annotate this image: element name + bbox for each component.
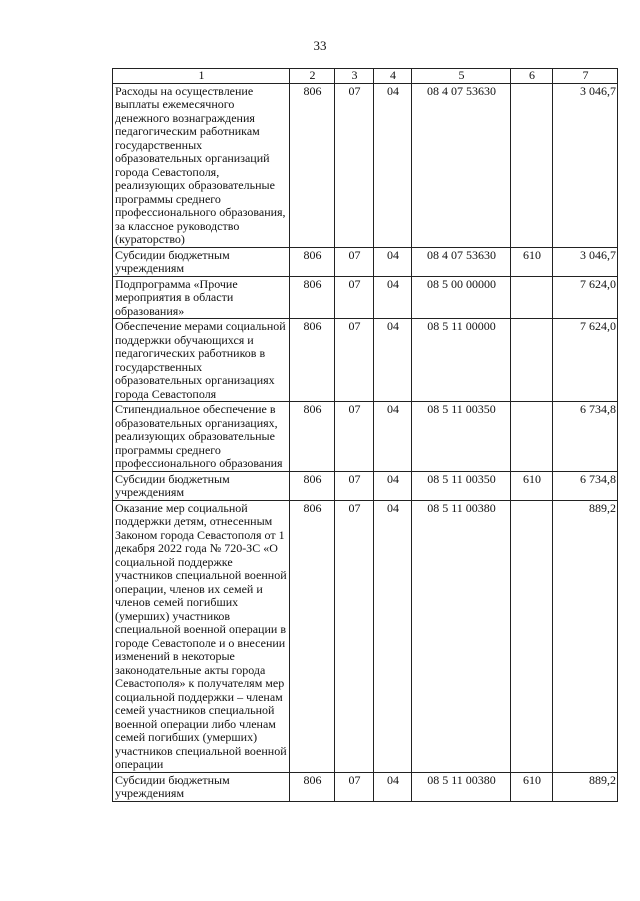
table-row (113, 402, 618, 472)
section-code-cell: 07 (335, 500, 374, 772)
section-code-cell: 07 (335, 276, 374, 319)
expense-name-cell: Субсидии бюджетным учреждениям (113, 471, 290, 500)
ministry-code-cell: 806 (290, 276, 335, 319)
expense-name-cell: Субсидии бюджетным учреждениям (113, 247, 290, 276)
subsection-code-cell: 04 (374, 500, 412, 772)
expense-type-cell (511, 276, 553, 319)
section-code-cell: 07 (335, 772, 374, 801)
expense-name-cell: Обеспечение мерами социальной поддержки обучающихся и педагогических работников в государственных образовательных организациях города Севастополя (113, 319, 290, 402)
column-header: 1 (113, 69, 290, 84)
expense-type-cell (511, 83, 553, 247)
target-article-cell: 08 4 07 53630 (412, 83, 511, 247)
subsection-code-cell: 04 (374, 83, 412, 247)
amount-cell: 889,2 (553, 500, 618, 772)
subsection-code-cell: 04 (374, 772, 412, 801)
target-article-cell: 08 5 11 00350 (412, 471, 511, 500)
target-article-cell: 08 5 11 00380 (412, 772, 511, 801)
page-number: 33 (313, 38, 327, 53)
expense-type-cell (511, 402, 553, 472)
section-code-cell: 07 (335, 319, 374, 402)
ministry-code-cell: 806 (290, 402, 335, 472)
target-article-cell: 08 4 07 53630 (412, 247, 511, 276)
subsection-code-cell: 04 (374, 247, 412, 276)
ministry-code-cell: 806 (290, 83, 335, 247)
ministry-code-cell: 806 (290, 471, 335, 500)
ministry-code-cell: 806 (290, 772, 335, 801)
table-row (113, 772, 618, 801)
section-code-cell: 07 (335, 83, 374, 247)
subsection-code-cell: 04 (374, 276, 412, 319)
amount-cell: 6 734,8 (553, 471, 618, 500)
expense-type-cell: 610 (511, 247, 553, 276)
table-row (113, 471, 618, 500)
amount-cell: 3 046,7 (553, 83, 618, 247)
expense-name-cell: Подпрограмма «Прочие мероприятия в области образования» (113, 276, 290, 319)
expense-name-cell: Субсидии бюджетным учреждениям (113, 772, 290, 801)
amount-cell: 889,2 (553, 772, 618, 801)
target-article-cell: 08 5 11 00350 (412, 402, 511, 472)
column-header: 6 (511, 69, 553, 84)
target-article-cell: 08 5 00 00000 (412, 276, 511, 319)
amount-cell: 7 624,0 (553, 276, 618, 319)
expense-type-cell (511, 500, 553, 772)
subsection-code-cell: 04 (374, 402, 412, 472)
target-article-cell: 08 5 11 00000 (412, 319, 511, 402)
table-header-row (113, 69, 618, 84)
column-header: 5 (412, 69, 511, 84)
ministry-code-cell: 806 (290, 500, 335, 772)
target-article-cell: 08 5 11 00380 (412, 500, 511, 772)
subsection-code-cell: 04 (374, 471, 412, 500)
ministry-code-cell: 806 (290, 319, 335, 402)
section-code-cell: 07 (335, 247, 374, 276)
table-row (113, 500, 618, 772)
expense-name-cell: Расходы на осуществление выплаты ежемесячного денежного вознаграждения педагогическим работникам государственных образовательных организаций города Севастополя, реализующих образовательные программы среднего профессионального образования, за классное руководство (кураторство) (113, 83, 290, 247)
expense-name-cell: Оказание мер социальной поддержки детям, отнесенным Законом города Севастополя от 1 декабря 2022 года № 720-ЗС «О социальной поддержке участников специальной военной операции, членов их семей и членов семей погибших (умерших) участников специальной военной операции в городе Севастополе и о внесении изменений в некоторые законодательные акты города Севастополя» к получателям мер социальной поддержки – членам семей участников специальной военной операции либо членам семей погибших (умерших) участников специальной военной операции (113, 500, 290, 772)
expense-type-cell: 610 (511, 772, 553, 801)
column-header: 3 (335, 69, 374, 84)
table-row (113, 83, 618, 247)
ministry-code-cell: 806 (290, 247, 335, 276)
expense-type-cell: 610 (511, 471, 553, 500)
subsection-code-cell: 04 (374, 319, 412, 402)
section-code-cell: 07 (335, 471, 374, 500)
expense-type-cell (511, 319, 553, 402)
column-header: 7 (553, 69, 618, 84)
column-header: 2 (290, 69, 335, 84)
section-code-cell: 07 (335, 402, 374, 472)
expense-name-cell: Стипендиальное обеспечение в образовательных организациях, реализующих образовательные программы среднего профессионального образования (113, 402, 290, 472)
amount-cell: 3 046,7 (553, 247, 618, 276)
budget-table (112, 68, 618, 802)
table-row (113, 319, 618, 402)
column-header: 4 (374, 69, 412, 84)
amount-cell: 7 624,0 (553, 319, 618, 402)
table-row (113, 247, 618, 276)
amount-cell: 6 734,8 (553, 402, 618, 472)
table-row (113, 276, 618, 319)
